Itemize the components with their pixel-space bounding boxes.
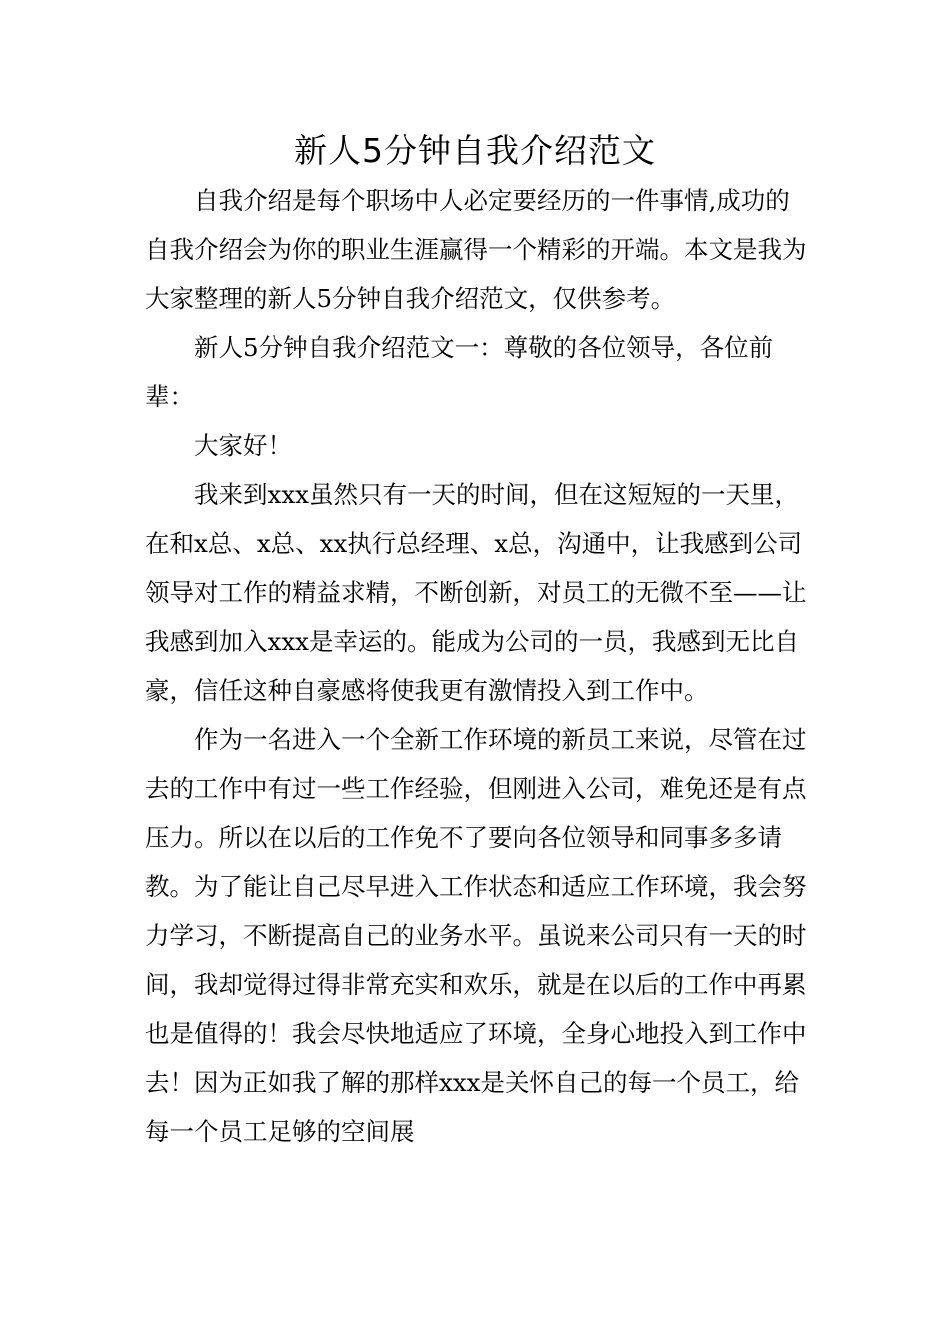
document-title: 新人5分钟自我介绍范文 [294, 131, 656, 170]
paragraph-new-employee: 作为一名进入一个全新工作环境的新员工来说，尽管在过去的工作中有过一些工作经验，但刚进入公司，难免还是有点压力。所以在以后的工作免不了要向各位领导和同事多多请教。为了能让自己尽早进入工作状态和适应工作环境，我会努力学习，不断提高自己的业务水平。虽说来公司只有一天的时间，我却觉得过得非常充实和欢乐，就是在以后的工作中再累也是值得的！我会尽快地适应了环境，全身心地投入到工作中去！因为正如我了解的那样xxx是关怀自己的每一个员工，给每一个员工足够的空间展 [145, 725, 807, 1146]
document-body [145, 176, 810, 1156]
paragraph-greeting: 大家好！ [194, 431, 292, 460]
paragraph-first-day: 我来到xxx虽然只有一天的时间，但在这短短的一天里，在和x总、x总、xx执行总经理、x总，沟通中，让我感到公司领导对工作的精益求精，不断创新，对员工的无微不至——让我感到加入xxx是幸运的。能成为公司的一员，我感到无比自豪，信任这种自豪感将使我更有激情投入到工作中。 [145, 480, 807, 705]
paragraph-intro: 自我介绍是每个职场中人必定要经历的一件事情,成功的自我介绍会为你的职业生涯赢得一个精彩的开端。本文是我为大家整理的新人5分钟自我介绍范文，仅供参考。 [145, 186, 807, 313]
paragraph-sample-heading: 新人5分钟自我介绍范文一：尊敬的各位领导，各位前辈： [145, 333, 774, 411]
